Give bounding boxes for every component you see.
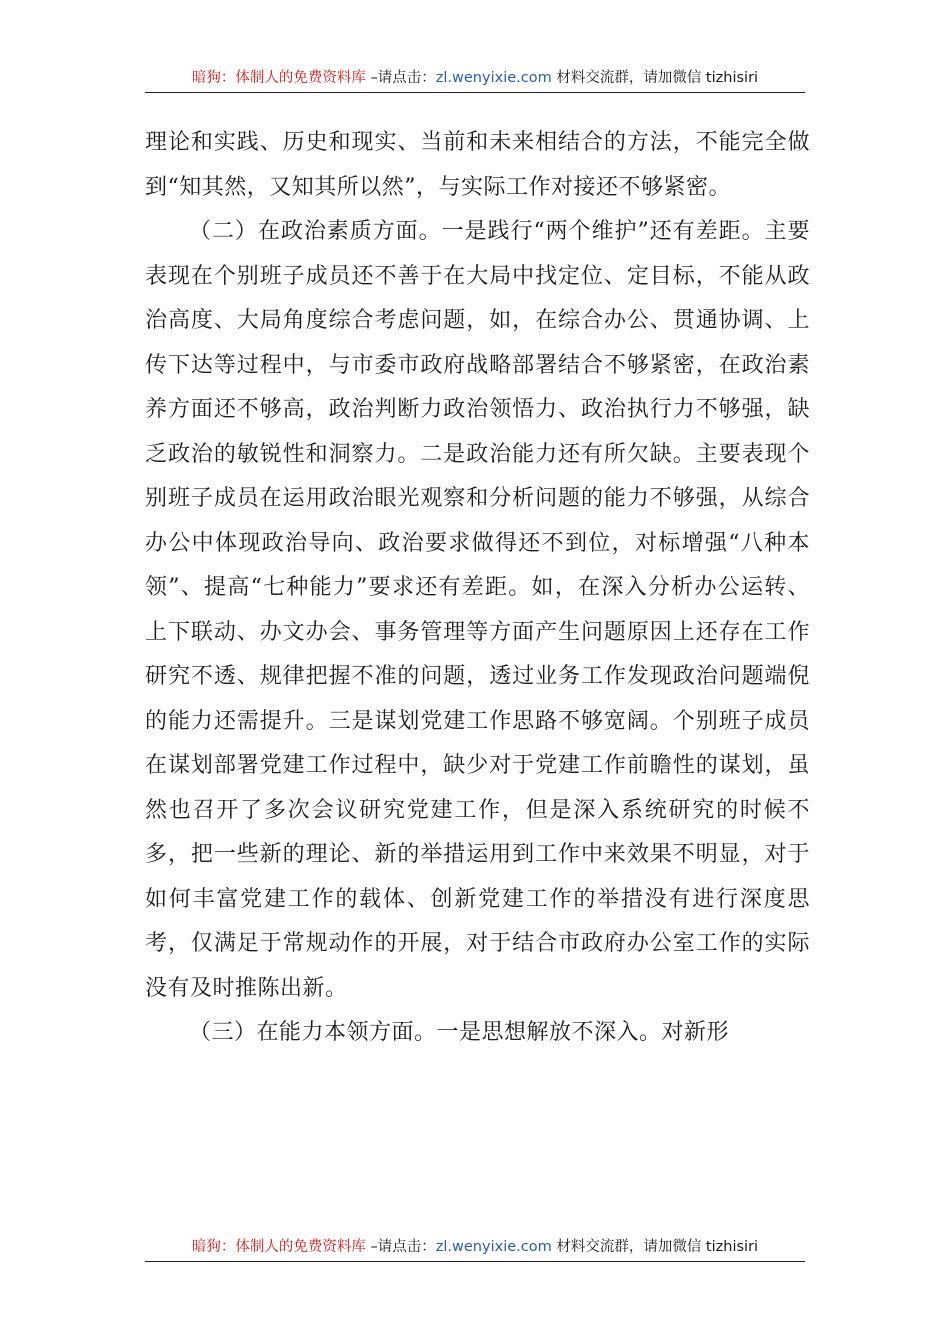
paragraph-ability: （三）在能力本领方面。一是思想解放不深入。对新形	[189, 1020, 730, 1045]
footer-banner	[145, 1233, 805, 1262]
footer-contact-text: 材料交流群，请加微信 tizhisiri	[551, 1239, 759, 1255]
header-site-link[interactable]: zl.wenyixie.com	[435, 70, 552, 86]
header-click-prompt: –请点击：	[365, 70, 436, 86]
footer-click-prompt: –请点击：	[365, 1239, 436, 1255]
header-contact-text: 材料交流群，请加微信 tizhisiri	[551, 70, 759, 86]
footer-site-link[interactable]: zl.wenyixie.com	[435, 1239, 552, 1255]
header-banner	[145, 64, 805, 93]
document-body	[145, 121, 810, 1056]
header-promo-text: 暗狗：体制人的免费资料库	[191, 70, 366, 86]
paragraph-political-quality: （二）在政治素质方面。一是践行“两个维护”还有差距。主要表现在个别班子成员还不善于在大局中找定位、定目标，不能从政治高度、大局角度综合考虑问题，如，在综合办公、贯通协调、上传下达等过程中，与市委市政府战略部署结合不够紧密，在政治素养方面还不够高，政治判断力政治领悟力、政治执行力不够强，缺乏政治的敏锐性和洞察力。二是政治能力还有所欠缺。主要表现个别班子成员在运用政治眼光观察和分析问题的能力不够强，从综合办公中体现政治导向、政治要求做得还不到位，对标增强“八种本领”、提高“七种能力”要求还有差距。如，在深入分析办公运转、上下联动、办文办会、事务管理等方面产生问题原因上还存在工作研究不透、规律把握不准的问题，透过业务工作发现政治问题端倪的能力还需提升。三是谋划党建工作思路不够宽阔。个别班子成员在谋划部署党建工作过程中，缺少对于党建工作前瞻性的谋划，虽然也召开了多次会议研究党建工作，但是深入系统研究的时候不多，把一些新的理论、新的举措运用到工作中来效果不明显，对于如何丰富党建工作的载体、创新党建工作的举措没有进行深度思考，仅满足于常规动作的开展，对于结合市政府办公室工作的实际没有及时推陈出新。	[145, 219, 810, 1001]
paragraph-continuation: 理论和实践、历史和现实、当前和未来相结合的方法，不能完全做到“知其然，又知其所以然”，与实际工作对接还不够紧密。	[145, 130, 810, 200]
footer-promo-text: 暗狗：体制人的免费资料库	[191, 1239, 366, 1255]
